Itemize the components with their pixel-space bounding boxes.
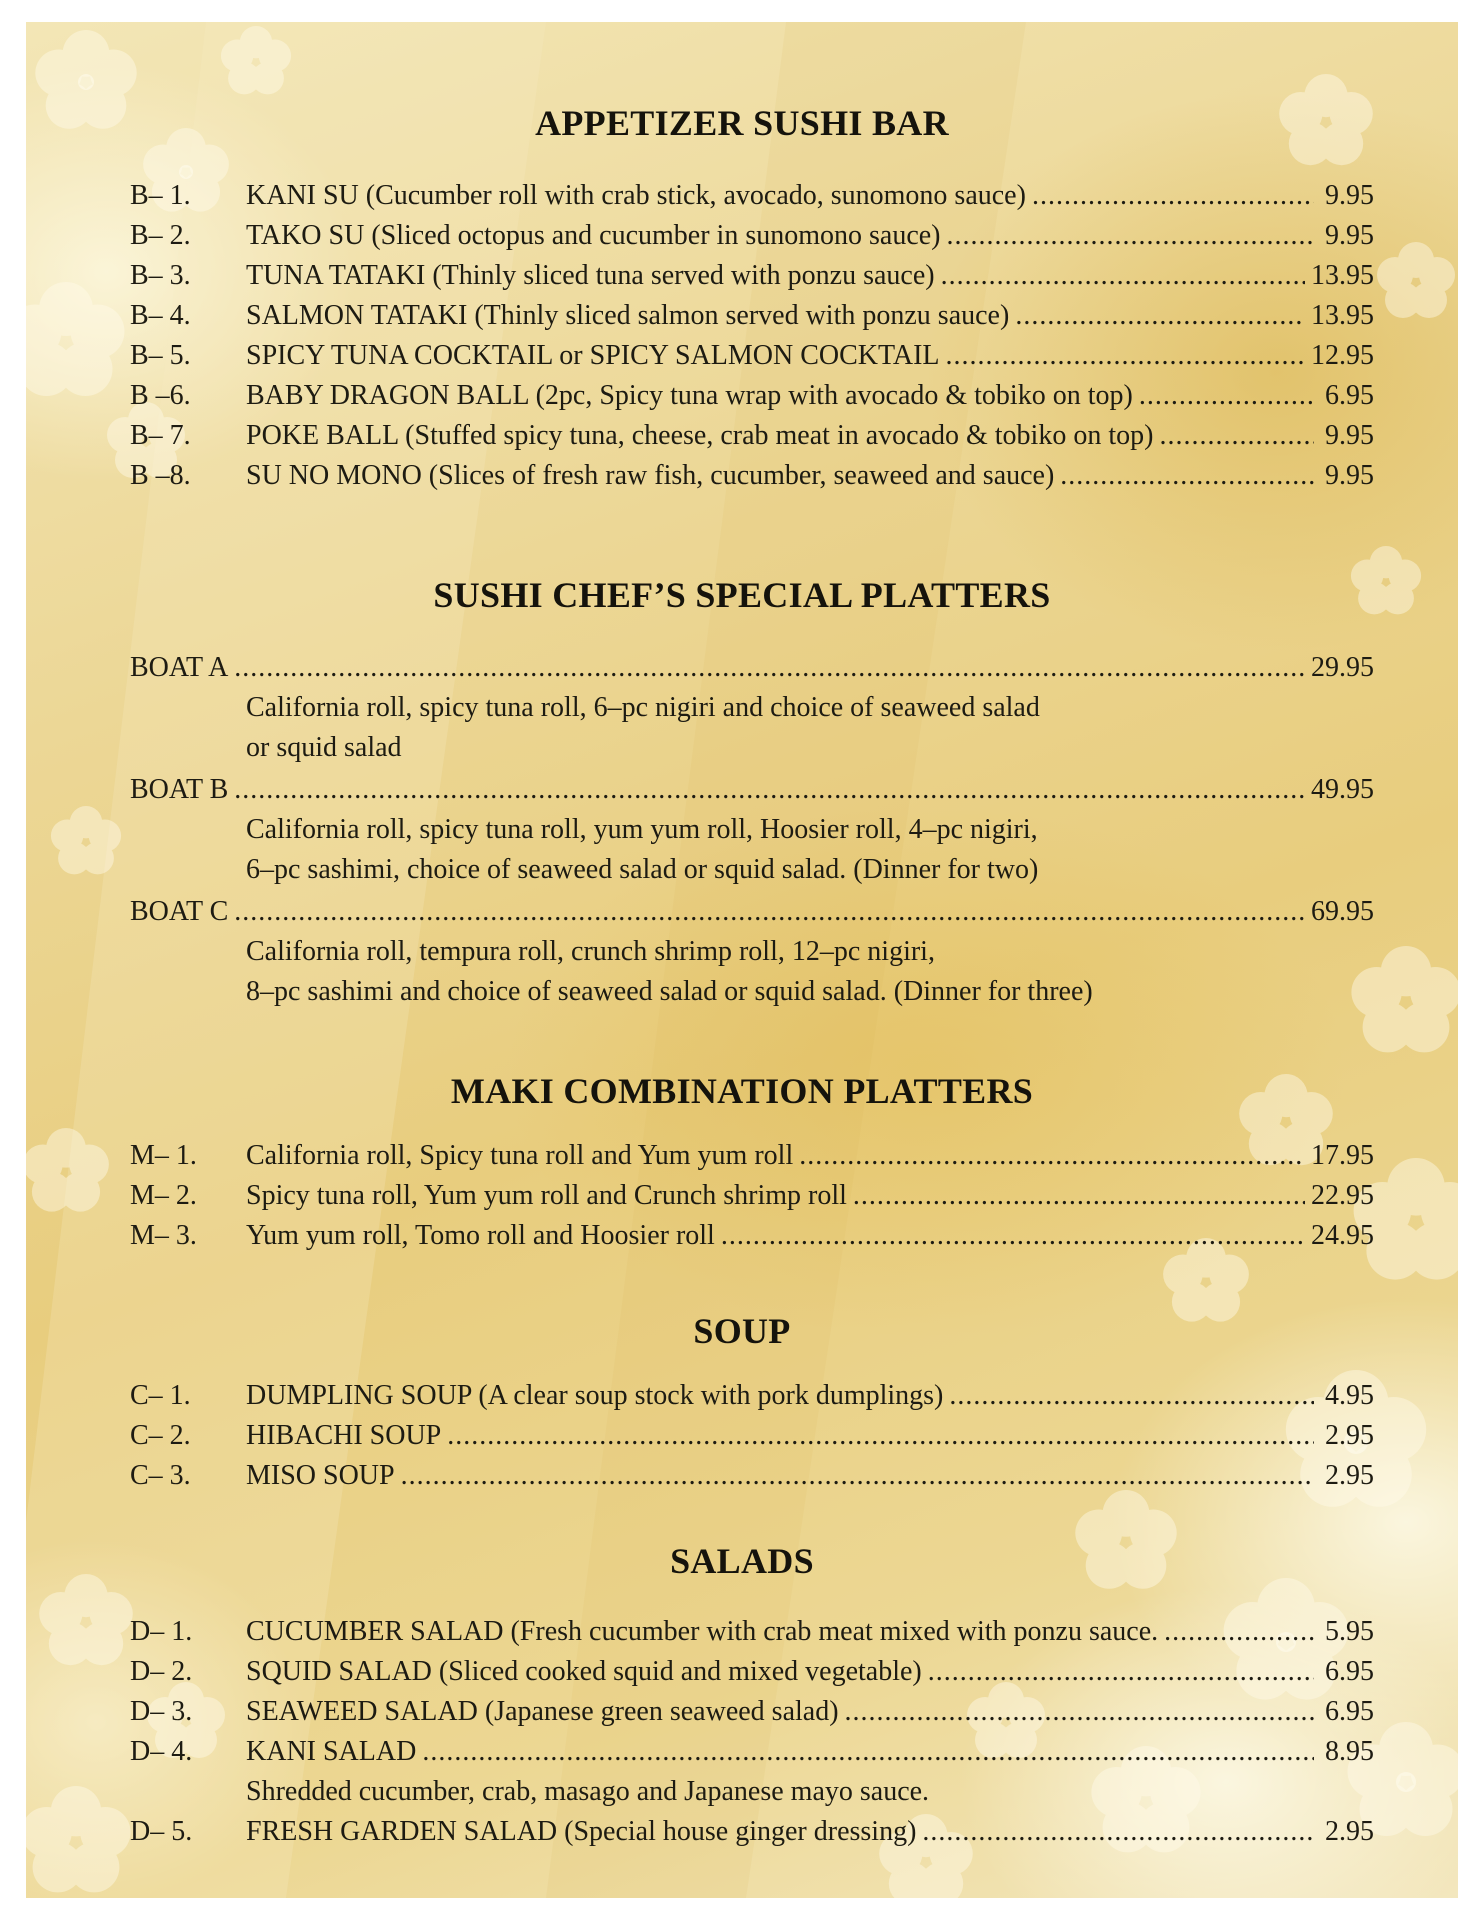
item-description: or squid salad	[246, 732, 402, 763]
item-code: B– 1.	[130, 180, 191, 211]
dot-leader	[928, 1652, 1314, 1692]
dot-leader	[234, 892, 1305, 932]
item-name: BOAT C	[130, 896, 229, 927]
dot-leader	[1015, 296, 1305, 336]
item-price: 5.95	[1325, 1616, 1374, 1647]
dot-leader	[949, 1376, 1314, 1416]
menu-item	[130, 336, 1374, 376]
dot-leader	[941, 256, 1305, 296]
item-name: HIBACHI SOUP	[246, 1420, 442, 1451]
item-description: Shredded cucumber, crab, masago and Japanese mayo sauce.	[246, 1776, 930, 1807]
item-code: D– 3.	[130, 1696, 193, 1727]
menu-item	[130, 176, 1374, 216]
menu-item	[130, 1176, 1374, 1216]
item-name: DUMPLING SOUP (A clear soup stock with pork dumplings)	[246, 1380, 944, 1411]
item-price: 22.95	[1311, 1180, 1374, 1211]
item-code: M– 1.	[130, 1140, 197, 1171]
menu-page	[26, 22, 1458, 1898]
menu-item	[130, 1456, 1374, 1496]
item-code: D– 1.	[130, 1616, 193, 1647]
item-code: M– 3.	[130, 1220, 197, 1251]
section-title-platters: SUSHI CHEF’S SPECIAL PLATTERS	[433, 575, 1051, 615]
item-price: 9.95	[1325, 420, 1374, 451]
item-name: SQUID SALAD (Sliced cooked squid and mixed vegetable)	[246, 1656, 922, 1687]
menu-item	[130, 892, 1374, 932]
dot-leader	[422, 1732, 1314, 1772]
section-title-appetizer: APPETIZER SUSHI BAR	[535, 103, 949, 143]
item-code: B –8.	[130, 460, 191, 491]
dot-leader	[234, 770, 1305, 810]
item-code: C– 3.	[130, 1460, 191, 1491]
dot-leader	[721, 1216, 1305, 1256]
item-description: California roll, spicy tuna roll, 6–pc nigiri and choice of seaweed salad	[246, 692, 1040, 723]
section-title-soup: SOUP	[693, 1311, 791, 1351]
item-code: C– 1.	[130, 1380, 191, 1411]
item-code: D– 4.	[130, 1736, 193, 1767]
menu-item	[130, 1416, 1374, 1456]
menu-item	[130, 256, 1374, 296]
item-price: 13.95	[1311, 300, 1374, 331]
item-name: Yum yum roll, Tomo roll and Hoosier roll	[246, 1220, 715, 1251]
item-code: B– 5.	[130, 340, 191, 371]
dot-leader	[447, 1416, 1314, 1456]
item-name: SALMON TATAKI (Thinly sliced salmon served with ponzu sauce)	[246, 300, 1010, 331]
item-price: 24.95	[1311, 1220, 1374, 1251]
dot-leader	[1159, 416, 1314, 456]
item-price: 12.95	[1311, 340, 1374, 371]
dot-leader	[853, 1176, 1305, 1216]
item-name: SEAWEED SALAD (Japanese green seaweed salad)	[246, 1696, 839, 1727]
menu-item	[130, 1692, 1374, 1732]
item-code: B– 3.	[130, 260, 191, 291]
item-name: CUCUMBER SALAD (Fresh cucumber with crab meat mixed with ponzu sauce.	[246, 1616, 1159, 1647]
item-name: KANI SALAD	[246, 1736, 417, 1767]
item-name: BABY DRAGON BALL (2pc, Spicy tuna wrap with avocado & tobiko on top)	[246, 380, 1133, 411]
menu-item	[130, 770, 1374, 810]
menu-item	[130, 1612, 1374, 1652]
dot-leader	[947, 216, 1314, 256]
item-price: 2.95	[1325, 1460, 1374, 1491]
item-description: California roll, tempura roll, crunch shrimp roll, 12–pc nigiri,	[246, 936, 935, 967]
dot-leader	[1032, 176, 1314, 216]
menu-item	[130, 376, 1374, 416]
dot-leader	[845, 1692, 1314, 1732]
dot-leader	[946, 336, 1306, 376]
item-code: B –6.	[130, 380, 191, 411]
item-price: 4.95	[1325, 1380, 1374, 1411]
item-price: 9.95	[1325, 220, 1374, 251]
menu-item	[130, 1216, 1374, 1256]
dot-leader	[922, 1812, 1314, 1852]
dot-leader	[1139, 376, 1314, 416]
item-description: California roll, spicy tuna roll, yum yum roll, Hoosier roll, 4–pc nigiri,	[246, 814, 1038, 845]
menu-item	[130, 296, 1374, 336]
item-code: D– 5.	[130, 1816, 193, 1847]
menu-item	[130, 648, 1374, 688]
item-name: POKE BALL (Stuffed spicy tuna, cheese, crab meat in avocado & tobiko on top)	[246, 420, 1154, 451]
item-code: B– 2.	[130, 220, 191, 251]
item-description: 6–pc sashimi, choice of seaweed salad or squid salad. (Dinner for two)	[246, 854, 1039, 885]
menu-item	[130, 216, 1374, 256]
dot-leader	[1164, 1612, 1314, 1652]
item-name: SU NO MONO (Slices of fresh raw fish, cucumber, seaweed and sauce)	[246, 460, 1055, 491]
menu-item	[130, 1652, 1374, 1692]
item-price: 29.95	[1311, 652, 1374, 683]
item-name: FRESH GARDEN SALAD (Special house ginger dressing)	[246, 1816, 917, 1847]
item-price: 6.95	[1325, 380, 1374, 411]
menu-content	[26, 22, 1458, 1898]
item-code: B– 7.	[130, 420, 191, 451]
section-title-maki: MAKI COMBINATION PLATTERS	[450, 1071, 1034, 1111]
item-price: 8.95	[1325, 1736, 1374, 1767]
item-price: 17.95	[1311, 1140, 1374, 1171]
menu-item	[130, 1732, 1374, 1772]
item-code: B– 4.	[130, 300, 191, 331]
item-name: TAKO SU (Sliced octopus and cucumber in sunomono sauce)	[246, 220, 941, 251]
item-price: 2.95	[1325, 1420, 1374, 1451]
item-code: M– 2.	[130, 1180, 197, 1211]
item-name: California roll, Spicy tuna roll and Yum yum roll	[246, 1140, 794, 1171]
item-price: 6.95	[1325, 1696, 1374, 1727]
section-title-salads: SALADS	[670, 1541, 814, 1581]
item-code: C– 2.	[130, 1420, 191, 1451]
item-name: KANI SU (Cucumber roll with crab stick, avocado, sunomono sauce)	[246, 180, 1026, 211]
menu-item	[130, 1136, 1374, 1176]
dot-leader	[799, 1136, 1305, 1176]
item-price: 9.95	[1325, 460, 1374, 491]
menu-item	[130, 456, 1374, 496]
item-code: D– 2.	[130, 1656, 193, 1687]
item-price: 13.95	[1311, 260, 1374, 291]
item-description: 8–pc sashimi and choice of seaweed salad or squid salad. (Dinner for three)	[246, 976, 1093, 1007]
item-name: BOAT A	[130, 652, 229, 683]
dot-leader	[234, 648, 1305, 688]
item-price: 9.95	[1325, 180, 1374, 211]
menu-item	[130, 1376, 1374, 1416]
item-name: TUNA TATAKI (Thinly sliced tuna served with ponzu sauce)	[246, 260, 935, 291]
item-price: 69.95	[1311, 896, 1374, 927]
dot-leader	[1060, 456, 1314, 496]
item-name: Spicy tuna roll, Yum yum roll and Crunch shrimp roll	[246, 1180, 847, 1211]
item-name: BOAT B	[130, 774, 229, 805]
item-name: SPICY TUNA COCKTAIL or SPICY SALMON COCKTAIL	[246, 340, 940, 371]
item-price: 2.95	[1325, 1816, 1374, 1847]
item-price: 6.95	[1325, 1656, 1374, 1687]
menu-item	[130, 416, 1374, 456]
item-price: 49.95	[1311, 774, 1374, 805]
menu-item	[130, 1812, 1374, 1852]
dot-leader	[401, 1456, 1314, 1496]
item-name: MISO SOUP	[246, 1460, 395, 1491]
